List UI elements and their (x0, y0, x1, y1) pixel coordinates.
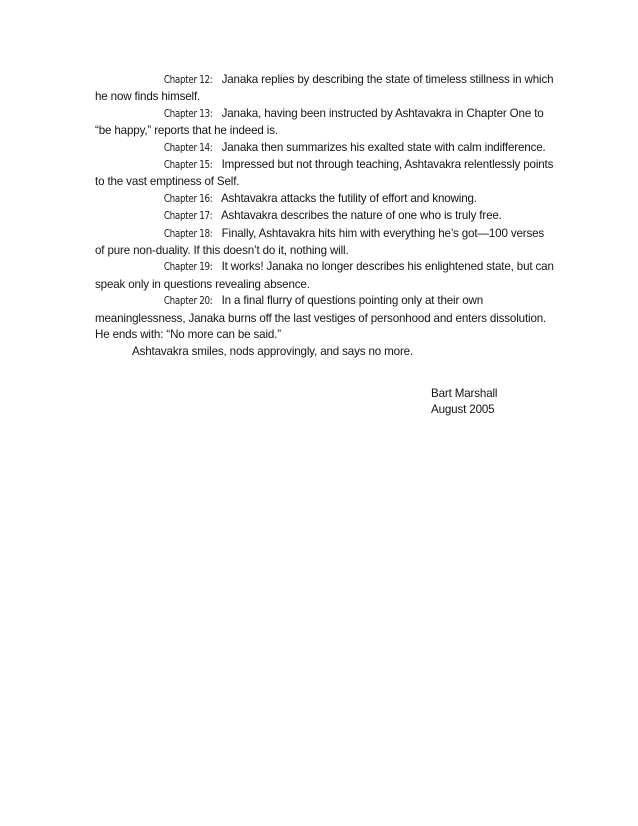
chapter-label: Chapter 12: (163, 75, 213, 86)
paragraph-text: In a final flurry of questions pointing only at their own meaninglessness, Janaka burns off the last vestiges of personhood and enters dissolution. He ends with: “No more can be said.” (95, 294, 547, 342)
paragraph-chapter-15 (95, 157, 555, 191)
chapter-label: Chapter 16: (163, 193, 213, 205)
author-name: Bart Marshall (431, 387, 498, 400)
paragraph-text: It works! Janaka no longer describes his enlightened state, but can speak only in questions revealing absence. (95, 260, 554, 291)
chapter-label: Chapter 20: (163, 296, 213, 308)
paragraph-text: Ashtavakra attacks the futility of effort and knowing. (220, 191, 477, 205)
closing-paragraph: Ashtavakra smiles, nods approvingly, and says no more. (132, 344, 414, 358)
chapter-summary-text (95, 72, 555, 360)
paragraph-chapter-20 (95, 293, 555, 343)
paragraph-text: Impressed but not through teaching, Ashtavakra relentlessly points to the vast emptiness of Self. (95, 158, 554, 189)
paragraph-text: Janaka then summarizes his exalted state with calm indifference. (221, 140, 546, 154)
paragraph-text: Janaka, having been instructed by Ashtavakra in Chapter One to “be happy,” reports that he indeed is. (95, 106, 544, 138)
chapter-label: Chapter 15: (163, 160, 213, 172)
paragraph-chapter-13 (95, 106, 555, 140)
paragraph-chapter-19 (95, 259, 555, 293)
chapter-label: Chapter 17: (163, 211, 213, 223)
signature-date: August 2005 (431, 403, 495, 417)
chapter-label: Chapter 14: (163, 142, 213, 154)
chapter-label: Chapter 13: (163, 108, 213, 120)
paragraph-text: Finally, Ashtavakra hits him with everything he’s got—100 verses of pure non-duality. If this doesn’t do it, nothing will. (95, 226, 545, 258)
paragraph-chapter-18 (95, 226, 555, 260)
paragraph-text: Janaka replies by describing the state of timeless stillness in which he now finds himself. (95, 73, 554, 104)
paragraph-chapter-12 (95, 72, 555, 106)
paragraph-chapter-17 (95, 208, 555, 225)
paragraph-chapter-14 (95, 140, 555, 157)
chapter-label: Chapter 19: (163, 262, 213, 274)
paragraph-chapter-16 (95, 191, 555, 208)
paragraph-text: Ashtavakra describes the nature of one who is truly free. (220, 209, 502, 223)
chapter-label: Chapter 18: (163, 228, 213, 240)
signature-block (431, 386, 497, 419)
